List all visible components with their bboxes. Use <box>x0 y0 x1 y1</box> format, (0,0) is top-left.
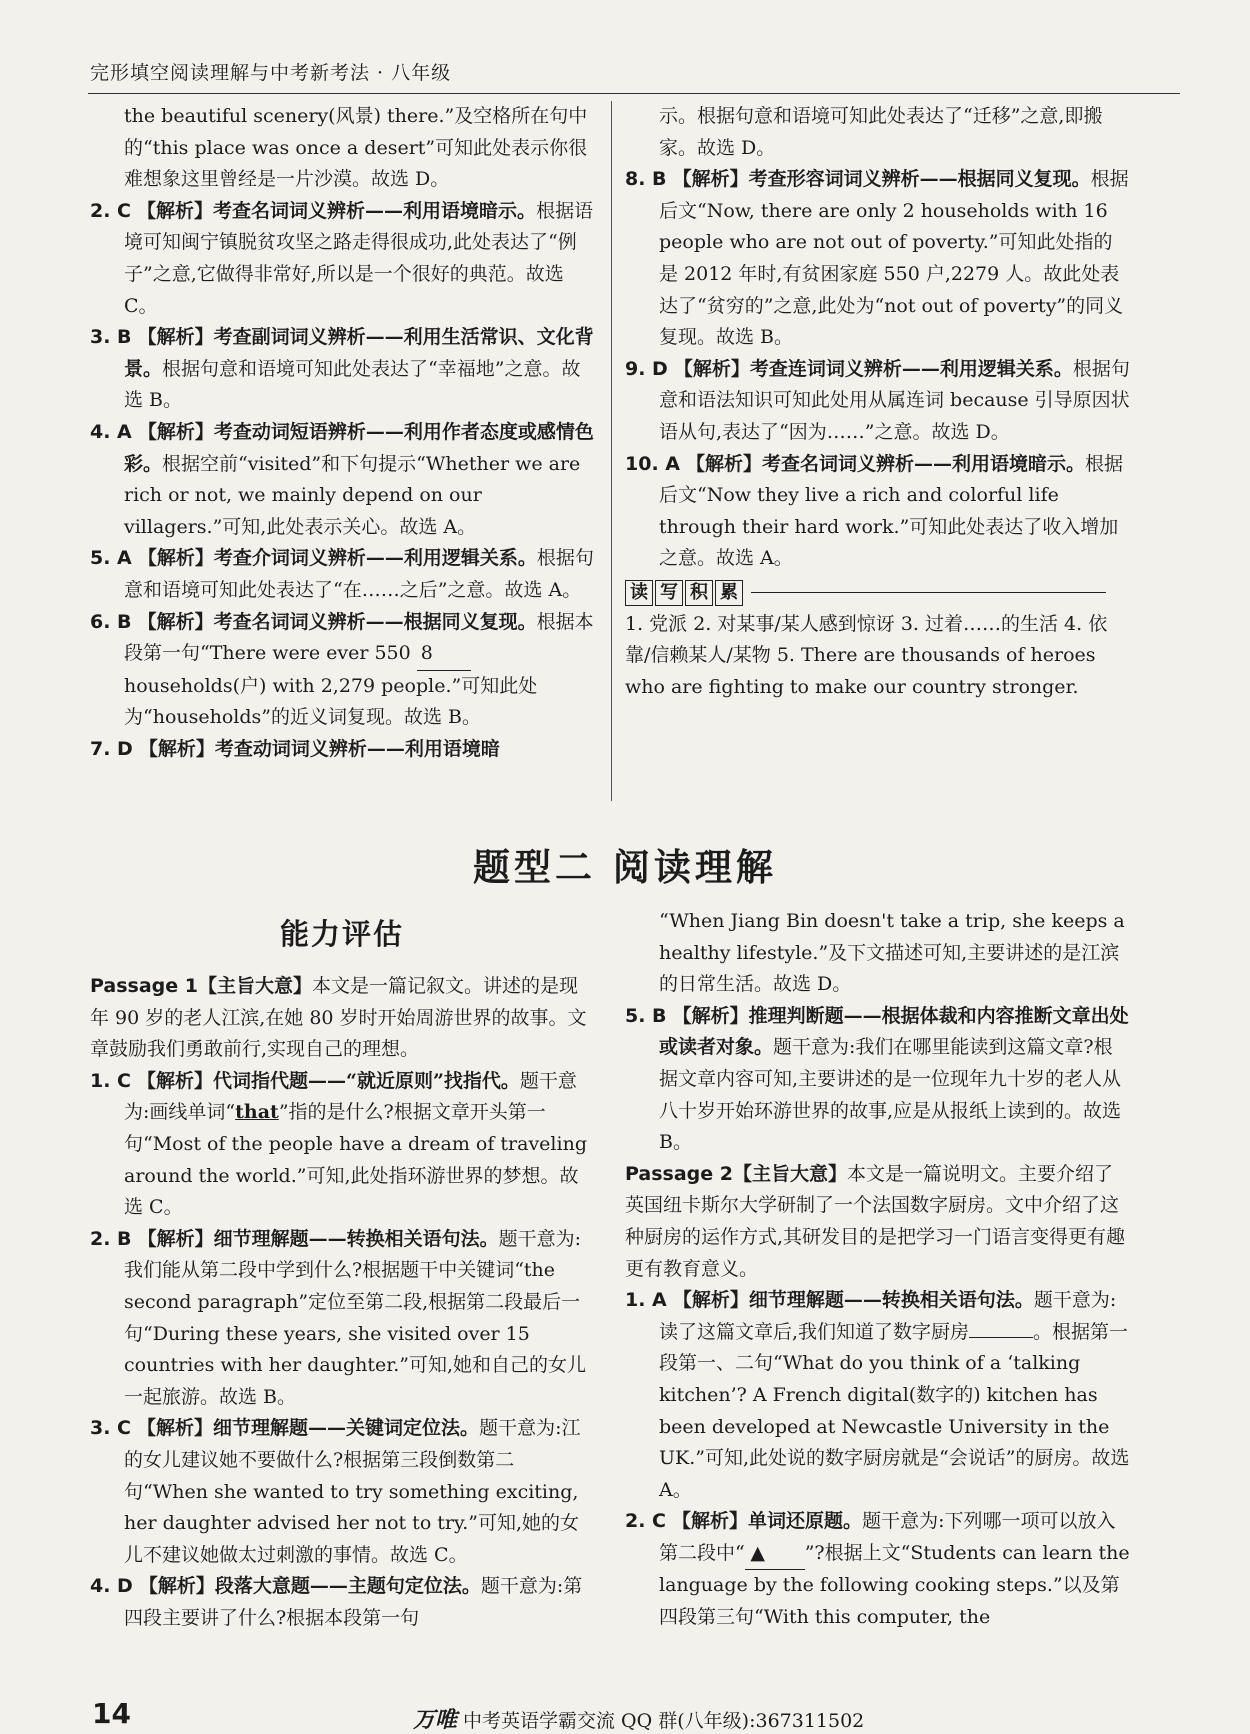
answer-item-3: 3. B 【解析】考查副词词义辨析——利用生活常识、文化背景。根据句意和语境可知此处表达了“幸福地”之意。故选 B。 <box>90 326 594 412</box>
reading-writing-answers: 1. 党派 2. 对某事/某人感到惊讶 3. 过着……的生活 4. 依靠/信赖某人/某物 5. There are thousands of heroes who are fighting to make our country stronger. <box>625 612 1108 698</box>
triangle-blank: ▲ <box>745 1538 805 1571</box>
passage-1-summary: Passage 1【主旨大意】本文是一篇记叙文。讲述的是现年 90 岁的老人江滨,在她 80 岁时开始周游世界的故事。文章鼓励我们勇敢前行,实现自己的理想。 <box>90 975 587 1061</box>
rx-char-4: 累 <box>715 580 743 606</box>
page-number: 14 <box>92 1697 131 1730</box>
continued-text: the beautiful scenery(风景) there.”及空格所在句中的“this place was once a desert”可知此处表示你很难想象这里曾经是一片沙漠。故选 D。 <box>124 105 588 191</box>
answer-item-6: 6. B 【解析】考查名词词义辨析——根据同义复现。根据本段第一句“There were ever 550 8 households(户) with 2,279 people.”可知此处为“households”的近义词复现。故选 B。 <box>90 610 594 729</box>
continued-text: “When Jiang Bin doesn't take a trip, she keeps a healthy lifestyle.”及下文描述可知,主要讲述的是江滨的日常生活。故选 D。 <box>659 910 1125 996</box>
p1-answer-item-3: 3. C 【解析】细节理解题——关键词定位法。题干意为:江的女儿建议她不要做什么?根据第三段倒数第二句“When she wanted to try something exciting, her daughter advised her not to try.”可知,她的女儿不建议她做太过刺激的事情。故选 C。 <box>90 1417 581 1566</box>
rx-rule <box>751 592 1106 593</box>
section-title: 题型二 阅读理解 <box>473 846 777 889</box>
answer-item-10: 10. A 【解析】考查名词词义辨析——利用语境暗示。根据后文“Now they live a rich and colorful life through their hard work.”可知此处表达了收入增加之意。故选 A。 <box>625 452 1124 570</box>
sub-title: 能力评估 <box>280 917 405 951</box>
p2-answer-item-1: 1. A 【解析】细节理解题——转换相关语句法。题干意为:读了这篇文章后,我们知道了数字厨房 。根据第一段第一、二句“What do you think of a ‘talking kitchen’? A French digital(数字的) kitchen has been developed at Newcastle University in the UK.”可知,此处说的数字厨房就是“会说话”的厨房。故选 A。 <box>625 1289 1130 1501</box>
rx-char-2: 写 <box>655 580 683 606</box>
page-header: 完形填空阅读理解与中考新考法 · 八年级 <box>90 62 452 84</box>
answer-item-7: 7. D 【解析】考查动词词义辨析——利用语境暗 <box>90 737 500 760</box>
continued-text: 示。根据句意和语境可知此处表达了“迁移”之意,即搬家。故选 D。 <box>659 105 1103 159</box>
p1-answer-item-5: 5. B 【解析】推理判断题——根据体裁和内容推断文章出处或读者对象。题干意为:我们在哪里能读到这篇文章?根据文章内容可知,主要讲述的是一位现年九十岁的老人从八十岁开始环游世界的故事,应是从报纸上读到的。故选 B。 <box>625 1004 1129 1154</box>
footer <box>413 1703 864 1734</box>
reading-writing-header <box>625 577 1130 609</box>
answer-item-5: 5. A 【解析】考查介词词义辨析——利用逻辑关系。根据句意和语境可知此处表达了“在……之后”之意。故选 A。 <box>90 547 594 601</box>
answer-item-9: 9. D 【解析】考查连词词义辨析——利用逻辑关系。根据句意和语法知识可知此处用从属连词 because 引导原因状语从句,表达了“因为……”之意。故选 D。 <box>625 357 1130 443</box>
answers-column-3 <box>90 971 595 1634</box>
column-divider <box>611 101 612 801</box>
header-rule <box>88 93 1180 94</box>
rx-char-1: 读 <box>625 580 653 606</box>
footer-text: 中考英语学霸交流 QQ 群(八年级):367311502 <box>463 1710 865 1732</box>
answer-item-8: 8. B 【解析】考查形容词词义辨析——根据同义复现。根据后文“Now, there are only 2 households with 16 people who are not out of poverty.”可知此处指的是 2012 年时,有贫困家庭 550 户,2279 人。故此处表达了“贫穷的”之意,此处为“not out of poverty”的同义复现。故选 B。 <box>625 168 1129 349</box>
answer-item-4: 4. A 【解析】考查动词短语辨析——利用作者态度或感情色彩。根据空前“visited”和下句提示“Whether we are rich or not, we mainly depend on our villagers.”可知,此处表示关心。故选 A。 <box>90 420 594 538</box>
answers-column-2 <box>625 101 1130 703</box>
p1-answer-item-2: 2. B 【解析】细节理解题——转换相关语句法。题干意为:我们能从第二段中学到什么?根据题干中关键词“the second paragraph”定位至第二段,根据第二段最后一句“During these years, she visited over 15 countries with her daughter.”可知,她和自己的女儿一起旅游。故选 B。 <box>90 1227 587 1408</box>
p2-answer-item-2: 2. C 【解析】单词还原题。题干意为:下列哪一项可以放入第二段中“ ▲ ”?根据上文“Students can learn the language by the following cooking steps.”以及第四段第三句“With this computer, the <box>625 1510 1130 1629</box>
answer-item-2: 2. C 【解析】考查名词词义辨析——利用语境暗示。根据语境可知闽宁镇脱贫攻坚之路走得很成功,此处表达了“例子”之意,它做得非常好,所以是一个很好的典范。故选 C。 <box>90 199 594 317</box>
blank-8: 8 <box>417 638 471 671</box>
answer-blank <box>969 1337 1033 1338</box>
p1-answer-item-1: 1. C 【解析】代词指代题——“就近原则”找指代。题干意为:画线单词“that”指的是什么?根据文章开头第一句“Most of the people have a dream of traveling around the world.”可知,此处指环游世界的梦想。故选 C。 <box>90 1069 587 1219</box>
brand-logo: 万唯 <box>413 1708 458 1733</box>
answers-column-4 <box>625 906 1130 1634</box>
rx-char-3: 积 <box>685 580 713 606</box>
passage-2-summary: Passage 2【主旨大意】本文是一篇说明文。主要介绍了英国纽卡斯尔大学研制了一个法国数字厨房。文中介绍了这种厨房的运作方式,其研发目的是把学习一门语言变得更有趣更有教育意义。 <box>625 1162 1126 1280</box>
p1-answer-item-4: 4. D 【解析】段落大意题——主题句定位法。题干意为:第四段主要讲了什么?根据本段第一句 <box>90 1575 583 1629</box>
answers-column-1 <box>90 101 595 765</box>
underlined-word: that <box>235 1101 279 1124</box>
